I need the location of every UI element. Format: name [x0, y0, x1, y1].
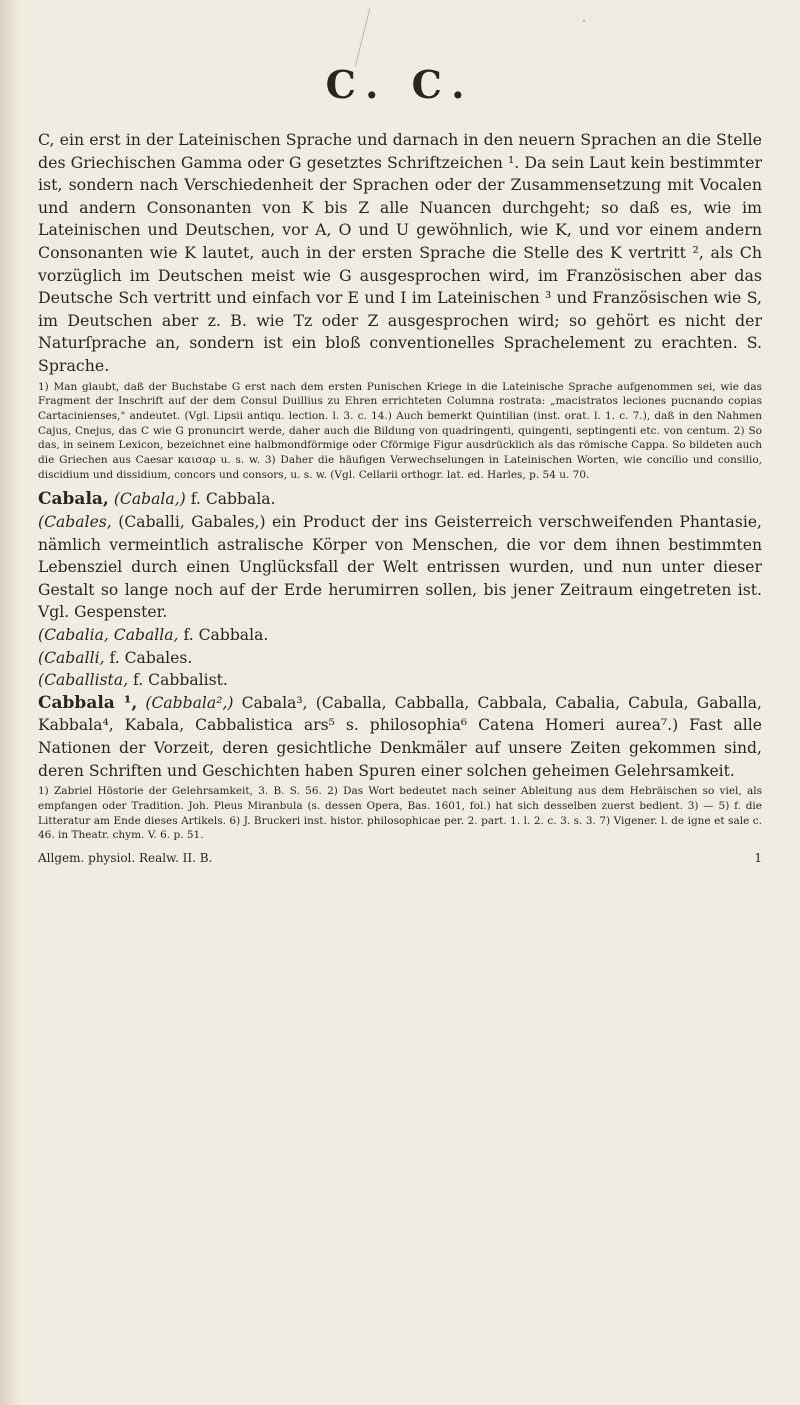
- entry-headword: Cabbala ¹,: [38, 692, 138, 713]
- entry-text: (Caballi, Gabales,) ein Product der ins Geisterreich verschweifenden Phantasie, nämlich vermeintlich astralische Körper von Menschen, die vor dem ihnen bestimmten Lebensziel durch einen Unglücksfall der Welt entrissen wurden, und nun unter dieser Gestalt so lange noch auf der Erde herumirren sollen, bis jener Zeitraum eingetreten ist. Vgl. Gespenster.: [38, 513, 762, 622]
- entry-cabbala: [38, 692, 762, 782]
- pencil-dot: [583, 20, 585, 22]
- entry-text: f. Cabbala.: [190, 490, 276, 509]
- binding-gutter: [0, 0, 20, 1405]
- pencil-mark: [355, 8, 376, 68]
- signature-mark: Allgem. physiol. Realw. II. B.: [38, 850, 213, 865]
- entry-text: Cabala³, (Caballa, Cabballa, Cabbala, Cabalia, Cabula, Gaballa, Kabbala⁴, Kabala, Cabbalistica ars⁵ s. philosophia⁶ Catena Homeri aurea⁷.) Fast alle Nationen der Vorzeit, deren gesichtliche Denkmäler auf unsere Zeiten gekommen sind, deren Schriften und Geschichten haben Spuren einer solchen geheimen Gelehrsamkeit.: [38, 693, 762, 780]
- entry-cabalia: [38, 624, 762, 647]
- gathering-mark: 1: [754, 850, 762, 865]
- entry-variant: (Cabala,): [113, 490, 186, 509]
- entry-variant: (Cabalia, Caballa,: [38, 626, 179, 645]
- entry-cabala: [38, 488, 762, 511]
- entry-text: f. Cabbalist.: [133, 671, 228, 690]
- intro-paragraph: C, ein erst in der Lateinischen Sprache und darnach in den neuern Sprachen an die Stelle des Griechischen Gamma oder G gesetztes Schriftzeichen ¹. Da sein Laut kein bestimmter ist, sondern nach Verschiedenheit der Sprachen oder der Zusammensetzung mit Vocalen und andern Consonanten von K bis Z alle Nuancen durchgeht; so daß es, wie im Lateinischen und Deutschen, vor A, O und U gewöhnlich, wie K, und vor einem andern Consonanten wie K lautet, auch in der ersten Sprache die Stelle des K vertritt ², als Ch vorzüglich im Deutschen meist wie G ausgesprochen wird, im Französischen aber das Deutsche Sch vertritt und einfach vor E und I im Lateinischen ³ und Französischen wie S, im Deutschen aber z. B. wie Tz oder Z ausgesprochen wird; so gehört es nicht der Naturſprache an, sondern ist ein bloß conventionelles Sprachelement zu erachten. S. Sprache.: [38, 130, 762, 375]
- entry-variant: (Caballista,: [38, 671, 129, 690]
- entries-list: [38, 488, 762, 782]
- entry-headword: Cabala,: [38, 489, 109, 510]
- page-heading: C. C.: [325, 62, 475, 107]
- intro-footnotes: 1) Man glaubt, daß der Buchstabe G erst nach dem ersten Punischen Kriege in die Lateinische Sprache aufgenommen sei, wie das Fragment der Inschrift auf der dem Consul Duillius zu Ehren errichteten Columna rostrata: „macistratos leciones pucnando copias Cartacinienses," andeutet. (Vgl. Lipsii antiqu. lection. l. 3. c. 14.) Auch bemerkt Quintilian (inst. orat. l. 1. c. 7.), daß in den Nahmen Cajus, Cnejus, das C wie G pronuncirt werde, daher auch die Bildung von quadringenti, quingenti, septingenti etc. von centum. 2) So das, in seinem Lexicon, bezeichnet eine halbmondförmige oder Cförmige Figur ausdrücklich als das römische Cappa. So bildeten auch die Griechen aus Caesar καισαρ u. s. w. 3) Daher die häufigen Verwechselungen in Lateinischen Worten, wie concilio und consilio, discidium und dissidium, concors und consors, u. s. w. (Vgl. Cellarii orthogr. lat. ed. Harles, p. 54 u. 70.: [38, 380, 762, 481]
- entry-text: f. Cabbala.: [183, 626, 269, 645]
- entry-cabales: [38, 511, 762, 624]
- entry-variant: (Cabbala²,): [145, 693, 234, 712]
- page-footer: [38, 849, 762, 867]
- entry-caballista: [38, 669, 762, 692]
- entry-variant: (Cabales,: [38, 513, 112, 532]
- entry-variant: (Caballi,: [38, 648, 105, 667]
- entry-caballi: [38, 647, 762, 670]
- entry-text: f. Cabales.: [109, 648, 193, 667]
- entry-footnotes: 1) Zabriel Höstorie der Gelehrsamkeit, 3. B. S. 56. 2) Das Wort bedeutet nach seiner Ableitung aus dem Hebräischen so viel, als empfangen oder Tradition. Joh. Pleus Miranbula (s. dessen Opera, Bas. 1601, fol.) hat sich desselben zuerst bedient. 3) — 5) f. die Litteratur am Ende dieses Artikels. 6) J. Bruckeri inst. histor. philosophicae per. 2. part. 1. l. 2. c. 3. s. 3. 7) Vigener. l. de igne et sale c. 46. in Theatr. chym. V. 6. p. 51.: [38, 785, 762, 842]
